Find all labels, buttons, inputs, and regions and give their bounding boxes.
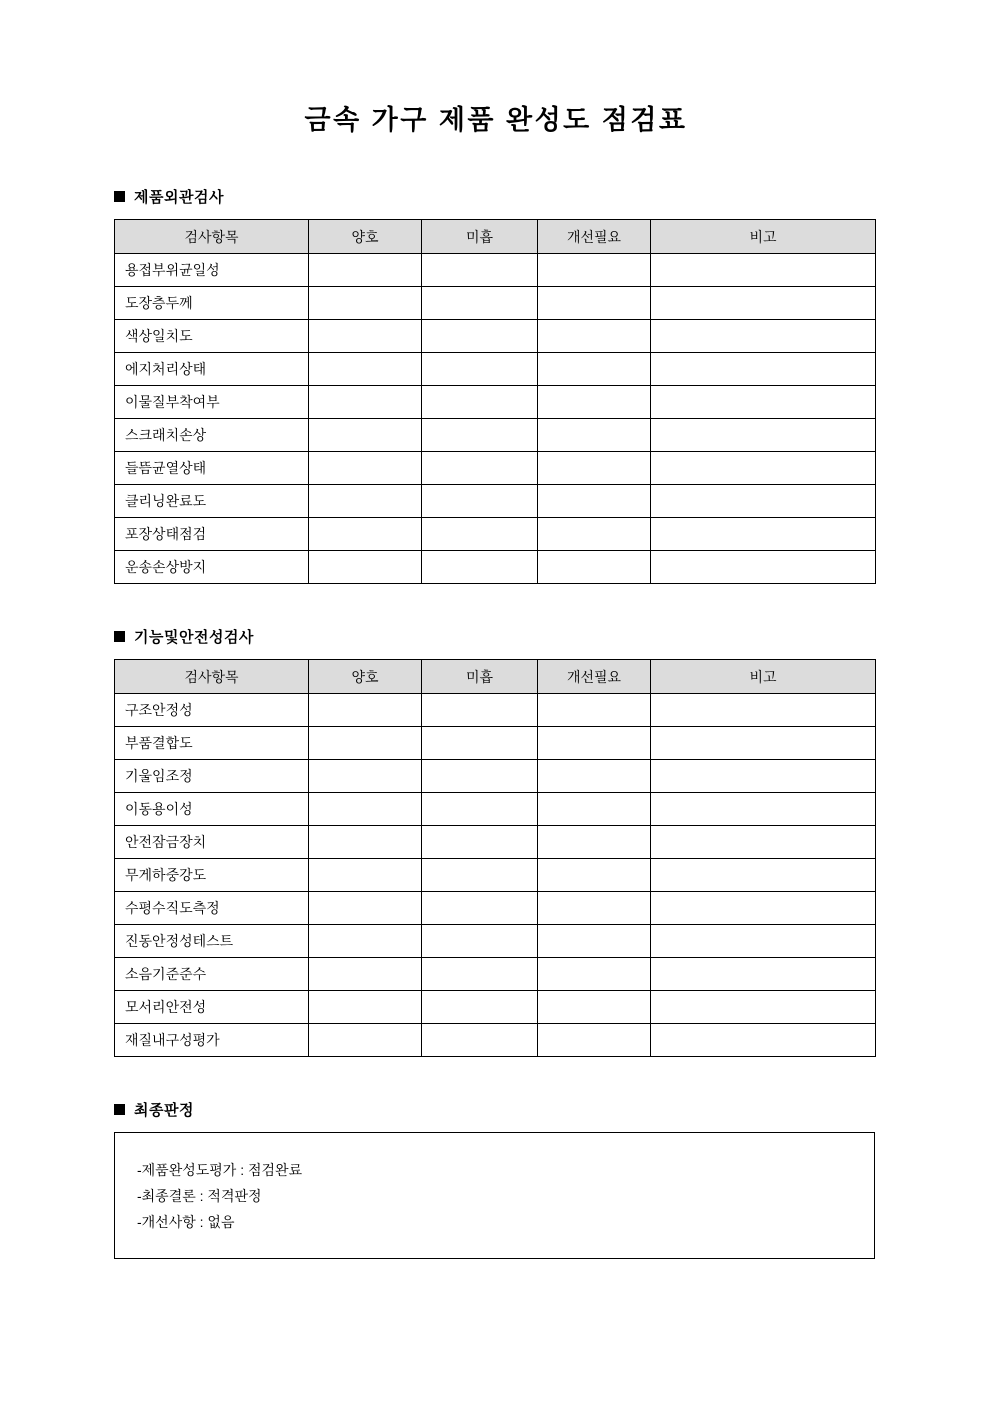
section-heading-function-safety (0, 626, 992, 647)
remarks-cell[interactable] (651, 518, 876, 551)
inspection-item-label: 색상일치도 (115, 320, 309, 353)
remarks-cell[interactable] (651, 958, 876, 991)
good-checkbox-cell[interactable] (309, 826, 422, 859)
inspection-item-label: 포장상태점검 (115, 518, 309, 551)
good-checkbox-cell[interactable] (309, 925, 422, 958)
inspection-item-label: 기울임조정 (115, 760, 309, 793)
section-heading-label: 기능및안전성검사 (134, 629, 254, 647)
good-checkbox-cell[interactable] (309, 320, 422, 353)
needs-improvement-checkbox-cell[interactable] (538, 485, 651, 518)
needs-improvement-checkbox-cell[interactable] (538, 353, 651, 386)
needs-improvement-checkbox-cell[interactable] (538, 760, 651, 793)
needs-improvement-checkbox-cell[interactable] (538, 287, 651, 320)
good-checkbox-cell[interactable] (309, 694, 422, 727)
section-heading-label: 최종판정 (134, 1102, 194, 1120)
inspection-item-label: 이물질부착여부 (115, 386, 309, 419)
inspection-item-label: 안전잠금장치 (115, 826, 309, 859)
table-row (115, 551, 876, 584)
needs-improvement-checkbox-cell[interactable] (538, 826, 651, 859)
needs-improvement-checkbox-cell[interactable] (538, 551, 651, 584)
poor-checkbox-cell[interactable] (422, 485, 538, 518)
remarks-cell[interactable] (651, 485, 876, 518)
inspection-item-label: 구조안정성 (115, 694, 309, 727)
good-checkbox-cell[interactable] (309, 386, 422, 419)
poor-checkbox-cell[interactable] (422, 353, 538, 386)
remarks-cell[interactable] (651, 892, 876, 925)
needs-improvement-checkbox-cell[interactable] (538, 694, 651, 727)
remarks-cell[interactable] (651, 826, 876, 859)
good-checkbox-cell[interactable] (309, 991, 422, 1024)
inspection-item-label: 재질내구성평가 (115, 1024, 309, 1057)
good-checkbox-cell[interactable] (309, 727, 422, 760)
column-header-remarks: 비고 (651, 220, 876, 254)
poor-checkbox-cell[interactable] (422, 760, 538, 793)
inspection-item-label: 스크래치손상 (115, 419, 309, 452)
table-row (115, 518, 876, 551)
poor-checkbox-cell[interactable] (422, 518, 538, 551)
table-row (115, 991, 876, 1024)
poor-checkbox-cell[interactable] (422, 892, 538, 925)
column-header-item: 검사항목 (115, 220, 309, 254)
inspection-item-label: 운송손상방지 (115, 551, 309, 584)
remarks-cell[interactable] (651, 452, 876, 485)
table-header-row (115, 220, 876, 254)
inspection-item-label: 부품결합도 (115, 727, 309, 760)
good-checkbox-cell[interactable] (309, 1024, 422, 1057)
needs-improvement-checkbox-cell[interactable] (538, 892, 651, 925)
needs-improvement-checkbox-cell[interactable] (538, 254, 651, 287)
remarks-cell[interactable] (651, 760, 876, 793)
inspection-item-label: 클리닝완료도 (115, 485, 309, 518)
table-header-row (115, 660, 876, 694)
good-checkbox-cell[interactable] (309, 419, 422, 452)
inspection-item-label: 이동용이성 (115, 793, 309, 826)
good-checkbox-cell[interactable] (309, 452, 422, 485)
table-row (115, 485, 876, 518)
needs-improvement-checkbox-cell[interactable] (538, 727, 651, 760)
column-header-item: 검사항목 (115, 660, 309, 694)
remarks-cell[interactable] (651, 419, 876, 452)
good-checkbox-cell[interactable] (309, 518, 422, 551)
column-header-poor: 미흡 (422, 660, 538, 694)
poor-checkbox-cell[interactable] (422, 727, 538, 760)
final-determination-line: -개선사항 : 없음 (137, 1214, 235, 1231)
good-checkbox-cell[interactable] (309, 859, 422, 892)
remarks-cell[interactable] (651, 991, 876, 1024)
final-determination-line: -최종결론 : 적격판정 (137, 1188, 262, 1205)
remarks-cell[interactable] (651, 551, 876, 584)
poor-checkbox-cell[interactable] (422, 958, 538, 991)
needs-improvement-checkbox-cell[interactable] (538, 958, 651, 991)
square-bullet-icon (114, 631, 125, 642)
poor-checkbox-cell[interactable] (422, 991, 538, 1024)
poor-checkbox-cell[interactable] (422, 925, 538, 958)
poor-checkbox-cell[interactable] (422, 793, 538, 826)
section-heading-final (0, 1099, 992, 1120)
poor-checkbox-cell[interactable] (422, 419, 538, 452)
page-title: 금속 가구 제품 완성도 점검표 (304, 105, 688, 135)
table-row (115, 892, 876, 925)
needs-improvement-checkbox-cell[interactable] (538, 518, 651, 551)
good-checkbox-cell[interactable] (309, 958, 422, 991)
table-row (115, 386, 876, 419)
inspection-item-label: 들뜸균열상태 (115, 452, 309, 485)
column-header-needs: 개선필요 (538, 220, 651, 254)
needs-improvement-checkbox-cell[interactable] (538, 793, 651, 826)
poor-checkbox-cell[interactable] (422, 859, 538, 892)
remarks-cell[interactable] (651, 320, 876, 353)
good-checkbox-cell[interactable] (309, 892, 422, 925)
needs-improvement-checkbox-cell[interactable] (538, 859, 651, 892)
table-row (115, 1024, 876, 1057)
remarks-cell[interactable] (651, 925, 876, 958)
appearance-inspection-table (114, 219, 876, 584)
table-row (115, 419, 876, 452)
good-checkbox-cell[interactable] (309, 760, 422, 793)
column-header-needs: 개선필요 (538, 660, 651, 694)
table-row (115, 760, 876, 793)
needs-improvement-checkbox-cell[interactable] (538, 925, 651, 958)
remarks-cell[interactable] (651, 727, 876, 760)
needs-improvement-checkbox-cell[interactable] (538, 991, 651, 1024)
inspection-item-label: 에지처리상태 (115, 353, 309, 386)
table-row (115, 826, 876, 859)
column-header-remarks: 비고 (651, 660, 876, 694)
inspection-item-label: 수평수직도측정 (115, 892, 309, 925)
final-determination-box (114, 1132, 875, 1259)
good-checkbox-cell[interactable] (309, 793, 422, 826)
needs-improvement-checkbox-cell[interactable] (538, 320, 651, 353)
poor-checkbox-cell[interactable] (422, 254, 538, 287)
good-checkbox-cell[interactable] (309, 287, 422, 320)
table-row (115, 320, 876, 353)
inspection-item-label: 모서리안전성 (115, 991, 309, 1024)
square-bullet-icon (114, 191, 125, 202)
good-checkbox-cell[interactable] (309, 485, 422, 518)
column-header-poor: 미흡 (422, 220, 538, 254)
inspection-item-label: 용접부위균일성 (115, 254, 309, 287)
remarks-cell[interactable] (651, 254, 876, 287)
remarks-cell[interactable] (651, 386, 876, 419)
inspection-item-label: 소음기준준수 (115, 958, 309, 991)
table-row (115, 694, 876, 727)
table-row (115, 727, 876, 760)
remarks-cell[interactable] (651, 859, 876, 892)
poor-checkbox-cell[interactable] (422, 386, 538, 419)
remarks-cell[interactable] (651, 694, 876, 727)
remarks-cell[interactable] (651, 1024, 876, 1057)
poor-checkbox-cell[interactable] (422, 287, 538, 320)
table-row (115, 925, 876, 958)
table-row (115, 452, 876, 485)
remarks-cell[interactable] (651, 287, 876, 320)
poor-checkbox-cell[interactable] (422, 1024, 538, 1057)
poor-checkbox-cell[interactable] (422, 551, 538, 584)
table-row (115, 287, 876, 320)
inspection-item-label: 도장층두께 (115, 287, 309, 320)
inspection-item-label: 진동안정성테스트 (115, 925, 309, 958)
needs-improvement-checkbox-cell[interactable] (538, 419, 651, 452)
poor-checkbox-cell[interactable] (422, 694, 538, 727)
table-row (115, 859, 876, 892)
column-header-good: 양호 (309, 220, 422, 254)
remarks-cell[interactable] (651, 353, 876, 386)
good-checkbox-cell[interactable] (309, 254, 422, 287)
inspection-item-label: 무게하중강도 (115, 859, 309, 892)
section-heading-label: 제품외관검사 (134, 189, 224, 207)
needs-improvement-checkbox-cell[interactable] (538, 1024, 651, 1057)
table-row (115, 793, 876, 826)
needs-improvement-checkbox-cell[interactable] (538, 386, 651, 419)
final-determination-line: -제품완성도평가 : 점검완료 (137, 1162, 303, 1179)
table-row (115, 254, 876, 287)
poor-checkbox-cell[interactable] (422, 320, 538, 353)
remarks-cell[interactable] (651, 793, 876, 826)
poor-checkbox-cell[interactable] (422, 452, 538, 485)
table-row (115, 353, 876, 386)
needs-improvement-checkbox-cell[interactable] (538, 452, 651, 485)
column-header-good: 양호 (309, 660, 422, 694)
good-checkbox-cell[interactable] (309, 353, 422, 386)
poor-checkbox-cell[interactable] (422, 826, 538, 859)
good-checkbox-cell[interactable] (309, 551, 422, 584)
section-heading-appearance (0, 186, 992, 207)
table-row (115, 958, 876, 991)
square-bullet-icon (114, 1104, 125, 1115)
function-safety-inspection-table (114, 659, 876, 1057)
